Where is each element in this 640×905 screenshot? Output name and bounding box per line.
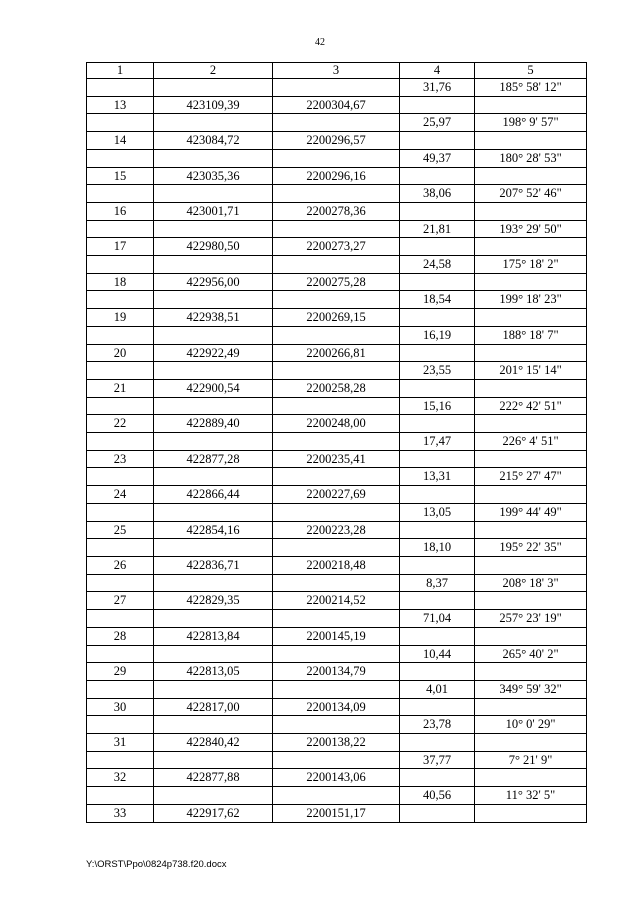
- cell-point-number: [87, 79, 154, 97]
- table-body: [87, 79, 587, 823]
- cell-length: 10,44: [400, 645, 475, 663]
- cell-x-coordinate: [154, 114, 273, 132]
- cell-y-coordinate: 2200214,52: [273, 592, 400, 610]
- cell-point-number: 29: [87, 663, 154, 681]
- cell-direction-angle: 10° 0' 29": [475, 716, 587, 734]
- column-header-point: 1: [87, 63, 154, 79]
- table-row: [87, 291, 587, 309]
- cell-length: 31,76: [400, 79, 475, 97]
- cell-x-coordinate: [154, 503, 273, 521]
- table-row: [87, 486, 587, 504]
- table-row: [87, 610, 587, 628]
- cell-direction-angle: 198° 9' 57": [475, 114, 587, 132]
- cell-direction-angle: [475, 309, 587, 327]
- cell-point-number: [87, 716, 154, 734]
- cell-x-coordinate: [154, 220, 273, 238]
- cell-x-coordinate: 422980,50: [154, 238, 273, 256]
- table-row: [87, 663, 587, 681]
- table-row: [87, 539, 587, 557]
- cell-direction-angle: 201° 15' 14": [475, 362, 587, 380]
- cell-length: [400, 96, 475, 114]
- cell-length: [400, 238, 475, 256]
- cell-point-number: [87, 114, 154, 132]
- cell-y-coordinate: [273, 645, 400, 663]
- table-row: [87, 114, 587, 132]
- cell-point-number: 21: [87, 379, 154, 397]
- cell-x-coordinate: [154, 291, 273, 309]
- cell-length: 40,56: [400, 787, 475, 805]
- cell-y-coordinate: [273, 114, 400, 132]
- cell-length: [400, 556, 475, 574]
- cell-y-coordinate: 2200134,09: [273, 698, 400, 716]
- cell-y-coordinate: 2200235,41: [273, 450, 400, 468]
- cell-x-coordinate: [154, 716, 273, 734]
- cell-point-number: [87, 397, 154, 415]
- cell-length: 18,10: [400, 539, 475, 557]
- cell-y-coordinate: 2200266,81: [273, 344, 400, 362]
- cell-x-coordinate: 422817,00: [154, 698, 273, 716]
- cell-direction-angle: 226° 4' 51": [475, 433, 587, 451]
- cell-direction-angle: 11° 32' 5": [475, 787, 587, 805]
- cell-direction-angle: [475, 96, 587, 114]
- cell-x-coordinate: 423001,71: [154, 202, 273, 220]
- cell-direction-angle: 257° 23' 19": [475, 610, 587, 628]
- table-row: [87, 592, 587, 610]
- cell-point-number: 26: [87, 556, 154, 574]
- cell-y-coordinate: [273, 539, 400, 557]
- column-header-angle: 5: [475, 63, 587, 79]
- cell-point-number: 31: [87, 734, 154, 752]
- table-row: [87, 433, 587, 451]
- cell-x-coordinate: 422836,71: [154, 556, 273, 574]
- cell-y-coordinate: [273, 787, 400, 805]
- cell-point-number: [87, 787, 154, 805]
- cell-length: [400, 202, 475, 220]
- cell-x-coordinate: [154, 362, 273, 380]
- cell-point-number: 23: [87, 450, 154, 468]
- table-row: [87, 202, 587, 220]
- cell-point-number: [87, 220, 154, 238]
- cell-point-number: 27: [87, 592, 154, 610]
- cell-y-coordinate: [273, 610, 400, 628]
- cell-direction-angle: [475, 627, 587, 645]
- cell-y-coordinate: 2200151,17: [273, 804, 400, 822]
- cell-length: 23,55: [400, 362, 475, 380]
- cell-length: [400, 273, 475, 291]
- cell-direction-angle: [475, 167, 587, 185]
- cell-y-coordinate: [273, 326, 400, 344]
- table-row: [87, 698, 587, 716]
- cell-x-coordinate: [154, 680, 273, 698]
- table-row: [87, 238, 587, 256]
- cell-point-number: 13: [87, 96, 154, 114]
- cell-point-number: [87, 185, 154, 203]
- cell-x-coordinate: [154, 645, 273, 663]
- table-row: [87, 362, 587, 380]
- table-row: [87, 132, 587, 150]
- cell-direction-angle: [475, 521, 587, 539]
- cell-length: [400, 379, 475, 397]
- cell-length: 23,78: [400, 716, 475, 734]
- cell-x-coordinate: [154, 610, 273, 628]
- cell-x-coordinate: [154, 539, 273, 557]
- cell-length: [400, 592, 475, 610]
- cell-point-number: 20: [87, 344, 154, 362]
- cell-point-number: [87, 503, 154, 521]
- cell-direction-angle: 215° 27' 47": [475, 468, 587, 486]
- cell-direction-angle: 265° 40' 2": [475, 645, 587, 663]
- cell-x-coordinate: 423035,36: [154, 167, 273, 185]
- cell-direction-angle: [475, 556, 587, 574]
- cell-length: [400, 734, 475, 752]
- cell-point-number: 22: [87, 415, 154, 433]
- cell-direction-angle: [475, 344, 587, 362]
- table-row: [87, 734, 587, 752]
- cell-direction-angle: 199° 44' 49": [475, 503, 587, 521]
- table-row: [87, 220, 587, 238]
- cell-direction-angle: 188° 18' 7": [475, 326, 587, 344]
- cell-direction-angle: [475, 734, 587, 752]
- cell-length: [400, 132, 475, 150]
- cell-x-coordinate: 422854,16: [154, 521, 273, 539]
- cell-y-coordinate: 2200296,16: [273, 167, 400, 185]
- cell-y-coordinate: 2200218,48: [273, 556, 400, 574]
- cell-length: [400, 415, 475, 433]
- cell-x-coordinate: [154, 397, 273, 415]
- cell-length: 8,37: [400, 574, 475, 592]
- cell-length: [400, 167, 475, 185]
- cell-point-number: [87, 149, 154, 167]
- table-row: [87, 627, 587, 645]
- table-row: [87, 787, 587, 805]
- cell-y-coordinate: [273, 680, 400, 698]
- cell-y-coordinate: [273, 362, 400, 380]
- cell-length: [400, 804, 475, 822]
- table-row: [87, 149, 587, 167]
- cell-length: 25,97: [400, 114, 475, 132]
- column-header-x: 2: [154, 63, 273, 79]
- cell-x-coordinate: 423084,72: [154, 132, 273, 150]
- table-row: [87, 804, 587, 822]
- cell-x-coordinate: 422922,49: [154, 344, 273, 362]
- table-row: [87, 79, 587, 97]
- cell-x-coordinate: [154, 787, 273, 805]
- cell-length: 15,16: [400, 397, 475, 415]
- cell-direction-angle: 180° 28' 53": [475, 149, 587, 167]
- cell-direction-angle: [475, 450, 587, 468]
- cell-length: 71,04: [400, 610, 475, 628]
- cell-y-coordinate: [273, 716, 400, 734]
- cell-point-number: [87, 362, 154, 380]
- cell-length: [400, 663, 475, 681]
- cell-x-coordinate: [154, 468, 273, 486]
- table-row: [87, 256, 587, 274]
- cell-point-number: 15: [87, 167, 154, 185]
- cell-point-number: 28: [87, 627, 154, 645]
- file-path-footer: Y:\ORST\Ppo\0824p738.f20.docx: [86, 859, 227, 870]
- cell-point-number: 18: [87, 273, 154, 291]
- cell-length: 38,06: [400, 185, 475, 203]
- table-header: [87, 63, 587, 79]
- cell-y-coordinate: 2200275,28: [273, 273, 400, 291]
- cell-direction-angle: 195° 22' 35": [475, 539, 587, 557]
- cell-direction-angle: 185° 58' 12": [475, 79, 587, 97]
- cell-direction-angle: [475, 415, 587, 433]
- coordinates-table: [86, 62, 587, 823]
- table-row: [87, 309, 587, 327]
- cell-length: [400, 344, 475, 362]
- cell-y-coordinate: [273, 79, 400, 97]
- cell-length: [400, 521, 475, 539]
- cell-x-coordinate: [154, 574, 273, 592]
- cell-y-coordinate: [273, 503, 400, 521]
- cell-point-number: [87, 468, 154, 486]
- cell-direction-angle: [475, 238, 587, 256]
- table-row: [87, 344, 587, 362]
- table-row: [87, 326, 587, 344]
- cell-direction-angle: 349° 59' 32": [475, 680, 587, 698]
- table-row: [87, 716, 587, 734]
- cell-y-coordinate: [273, 149, 400, 167]
- cell-length: 18,54: [400, 291, 475, 309]
- cell-direction-angle: [475, 769, 587, 787]
- cell-direction-angle: [475, 698, 587, 716]
- cell-direction-angle: [475, 273, 587, 291]
- cell-point-number: [87, 291, 154, 309]
- cell-point-number: 16: [87, 202, 154, 220]
- cell-y-coordinate: 2200304,67: [273, 96, 400, 114]
- cell-point-number: 32: [87, 769, 154, 787]
- table-row: [87, 751, 587, 769]
- table-row: [87, 680, 587, 698]
- cell-length: 17,47: [400, 433, 475, 451]
- cell-point-number: 30: [87, 698, 154, 716]
- cell-y-coordinate: [273, 397, 400, 415]
- cell-x-coordinate: 422900,54: [154, 379, 273, 397]
- cell-x-coordinate: [154, 433, 273, 451]
- cell-direction-angle: 193° 29' 50": [475, 220, 587, 238]
- cell-direction-angle: 7° 21' 9": [475, 751, 587, 769]
- cell-x-coordinate: [154, 326, 273, 344]
- cell-y-coordinate: 2200134,79: [273, 663, 400, 681]
- cell-direction-angle: 207° 52' 46": [475, 185, 587, 203]
- cell-point-number: [87, 574, 154, 592]
- cell-x-coordinate: [154, 149, 273, 167]
- cell-y-coordinate: 2200269,15: [273, 309, 400, 327]
- cell-point-number: [87, 680, 154, 698]
- table-row: [87, 450, 587, 468]
- column-header-length: 4: [400, 63, 475, 79]
- table-row: [87, 645, 587, 663]
- column-header-y: 3: [273, 63, 400, 79]
- cell-point-number: 14: [87, 132, 154, 150]
- cell-x-coordinate: 422813,84: [154, 627, 273, 645]
- cell-length: [400, 450, 475, 468]
- cell-x-coordinate: 422917,62: [154, 804, 273, 822]
- cell-point-number: 33: [87, 804, 154, 822]
- cell-y-coordinate: 2200138,22: [273, 734, 400, 752]
- cell-direction-angle: [475, 663, 587, 681]
- cell-y-coordinate: 2200227,69: [273, 486, 400, 504]
- cell-length: [400, 698, 475, 716]
- cell-length: 13,31: [400, 468, 475, 486]
- cell-y-coordinate: [273, 751, 400, 769]
- table-row: [87, 273, 587, 291]
- cell-y-coordinate: 2200273,27: [273, 238, 400, 256]
- cell-point-number: [87, 610, 154, 628]
- table-row: [87, 574, 587, 592]
- cell-x-coordinate: 422877,88: [154, 769, 273, 787]
- cell-y-coordinate: 2200296,57: [273, 132, 400, 150]
- cell-y-coordinate: [273, 433, 400, 451]
- cell-length: [400, 627, 475, 645]
- page-number: 42: [315, 37, 325, 48]
- cell-x-coordinate: 422956,00: [154, 273, 273, 291]
- cell-x-coordinate: [154, 256, 273, 274]
- cell-x-coordinate: 422889,40: [154, 415, 273, 433]
- table-row: [87, 96, 587, 114]
- cell-direction-angle: 208° 18' 3": [475, 574, 587, 592]
- cell-length: [400, 769, 475, 787]
- table-row: [87, 397, 587, 415]
- table-row: [87, 468, 587, 486]
- cell-x-coordinate: 422829,35: [154, 592, 273, 610]
- cell-y-coordinate: 2200278,36: [273, 202, 400, 220]
- cell-direction-angle: [475, 379, 587, 397]
- cell-point-number: 19: [87, 309, 154, 327]
- cell-y-coordinate: [273, 256, 400, 274]
- cell-direction-angle: [475, 132, 587, 150]
- cell-x-coordinate: [154, 751, 273, 769]
- cell-point-number: 17: [87, 238, 154, 256]
- cell-x-coordinate: 422840,42: [154, 734, 273, 752]
- cell-x-coordinate: 422938,51: [154, 309, 273, 327]
- cell-x-coordinate: [154, 79, 273, 97]
- cell-y-coordinate: [273, 468, 400, 486]
- cell-direction-angle: 175° 18' 2": [475, 256, 587, 274]
- cell-point-number: [87, 256, 154, 274]
- cell-y-coordinate: [273, 185, 400, 203]
- cell-y-coordinate: 2200248,00: [273, 415, 400, 433]
- cell-direction-angle: [475, 804, 587, 822]
- table-row: [87, 379, 587, 397]
- cell-length: 4,01: [400, 680, 475, 698]
- cell-x-coordinate: 422813,05: [154, 663, 273, 681]
- cell-length: 37,77: [400, 751, 475, 769]
- cell-direction-angle: 199° 18' 23": [475, 291, 587, 309]
- cell-length: [400, 309, 475, 327]
- table-row: [87, 415, 587, 433]
- header-row: [87, 63, 587, 79]
- cell-length: 16,19: [400, 326, 475, 344]
- cell-point-number: 25: [87, 521, 154, 539]
- cell-y-coordinate: 2200223,28: [273, 521, 400, 539]
- table-row: [87, 769, 587, 787]
- cell-y-coordinate: [273, 291, 400, 309]
- table-row: [87, 556, 587, 574]
- cell-point-number: [87, 751, 154, 769]
- cell-y-coordinate: 2200143,06: [273, 769, 400, 787]
- cell-point-number: 24: [87, 486, 154, 504]
- cell-y-coordinate: [273, 574, 400, 592]
- cell-direction-angle: [475, 486, 587, 504]
- cell-x-coordinate: 423109,39: [154, 96, 273, 114]
- table-row: [87, 503, 587, 521]
- cell-point-number: [87, 326, 154, 344]
- cell-length: 21,81: [400, 220, 475, 238]
- cell-length: [400, 486, 475, 504]
- cell-direction-angle: [475, 202, 587, 220]
- cell-length: 13,05: [400, 503, 475, 521]
- cell-y-coordinate: 2200145,19: [273, 627, 400, 645]
- cell-point-number: [87, 645, 154, 663]
- cell-x-coordinate: 422877,28: [154, 450, 273, 468]
- cell-point-number: [87, 433, 154, 451]
- cell-direction-angle: [475, 592, 587, 610]
- cell-y-coordinate: 2200258,28: [273, 379, 400, 397]
- table-row: [87, 185, 587, 203]
- cell-point-number: [87, 539, 154, 557]
- cell-x-coordinate: [154, 185, 273, 203]
- cell-direction-angle: 222° 42' 51": [475, 397, 587, 415]
- cell-length: 24,58: [400, 256, 475, 274]
- cell-x-coordinate: 422866,44: [154, 486, 273, 504]
- cell-y-coordinate: [273, 220, 400, 238]
- cell-length: 49,37: [400, 149, 475, 167]
- table-row: [87, 521, 587, 539]
- table-row: [87, 167, 587, 185]
